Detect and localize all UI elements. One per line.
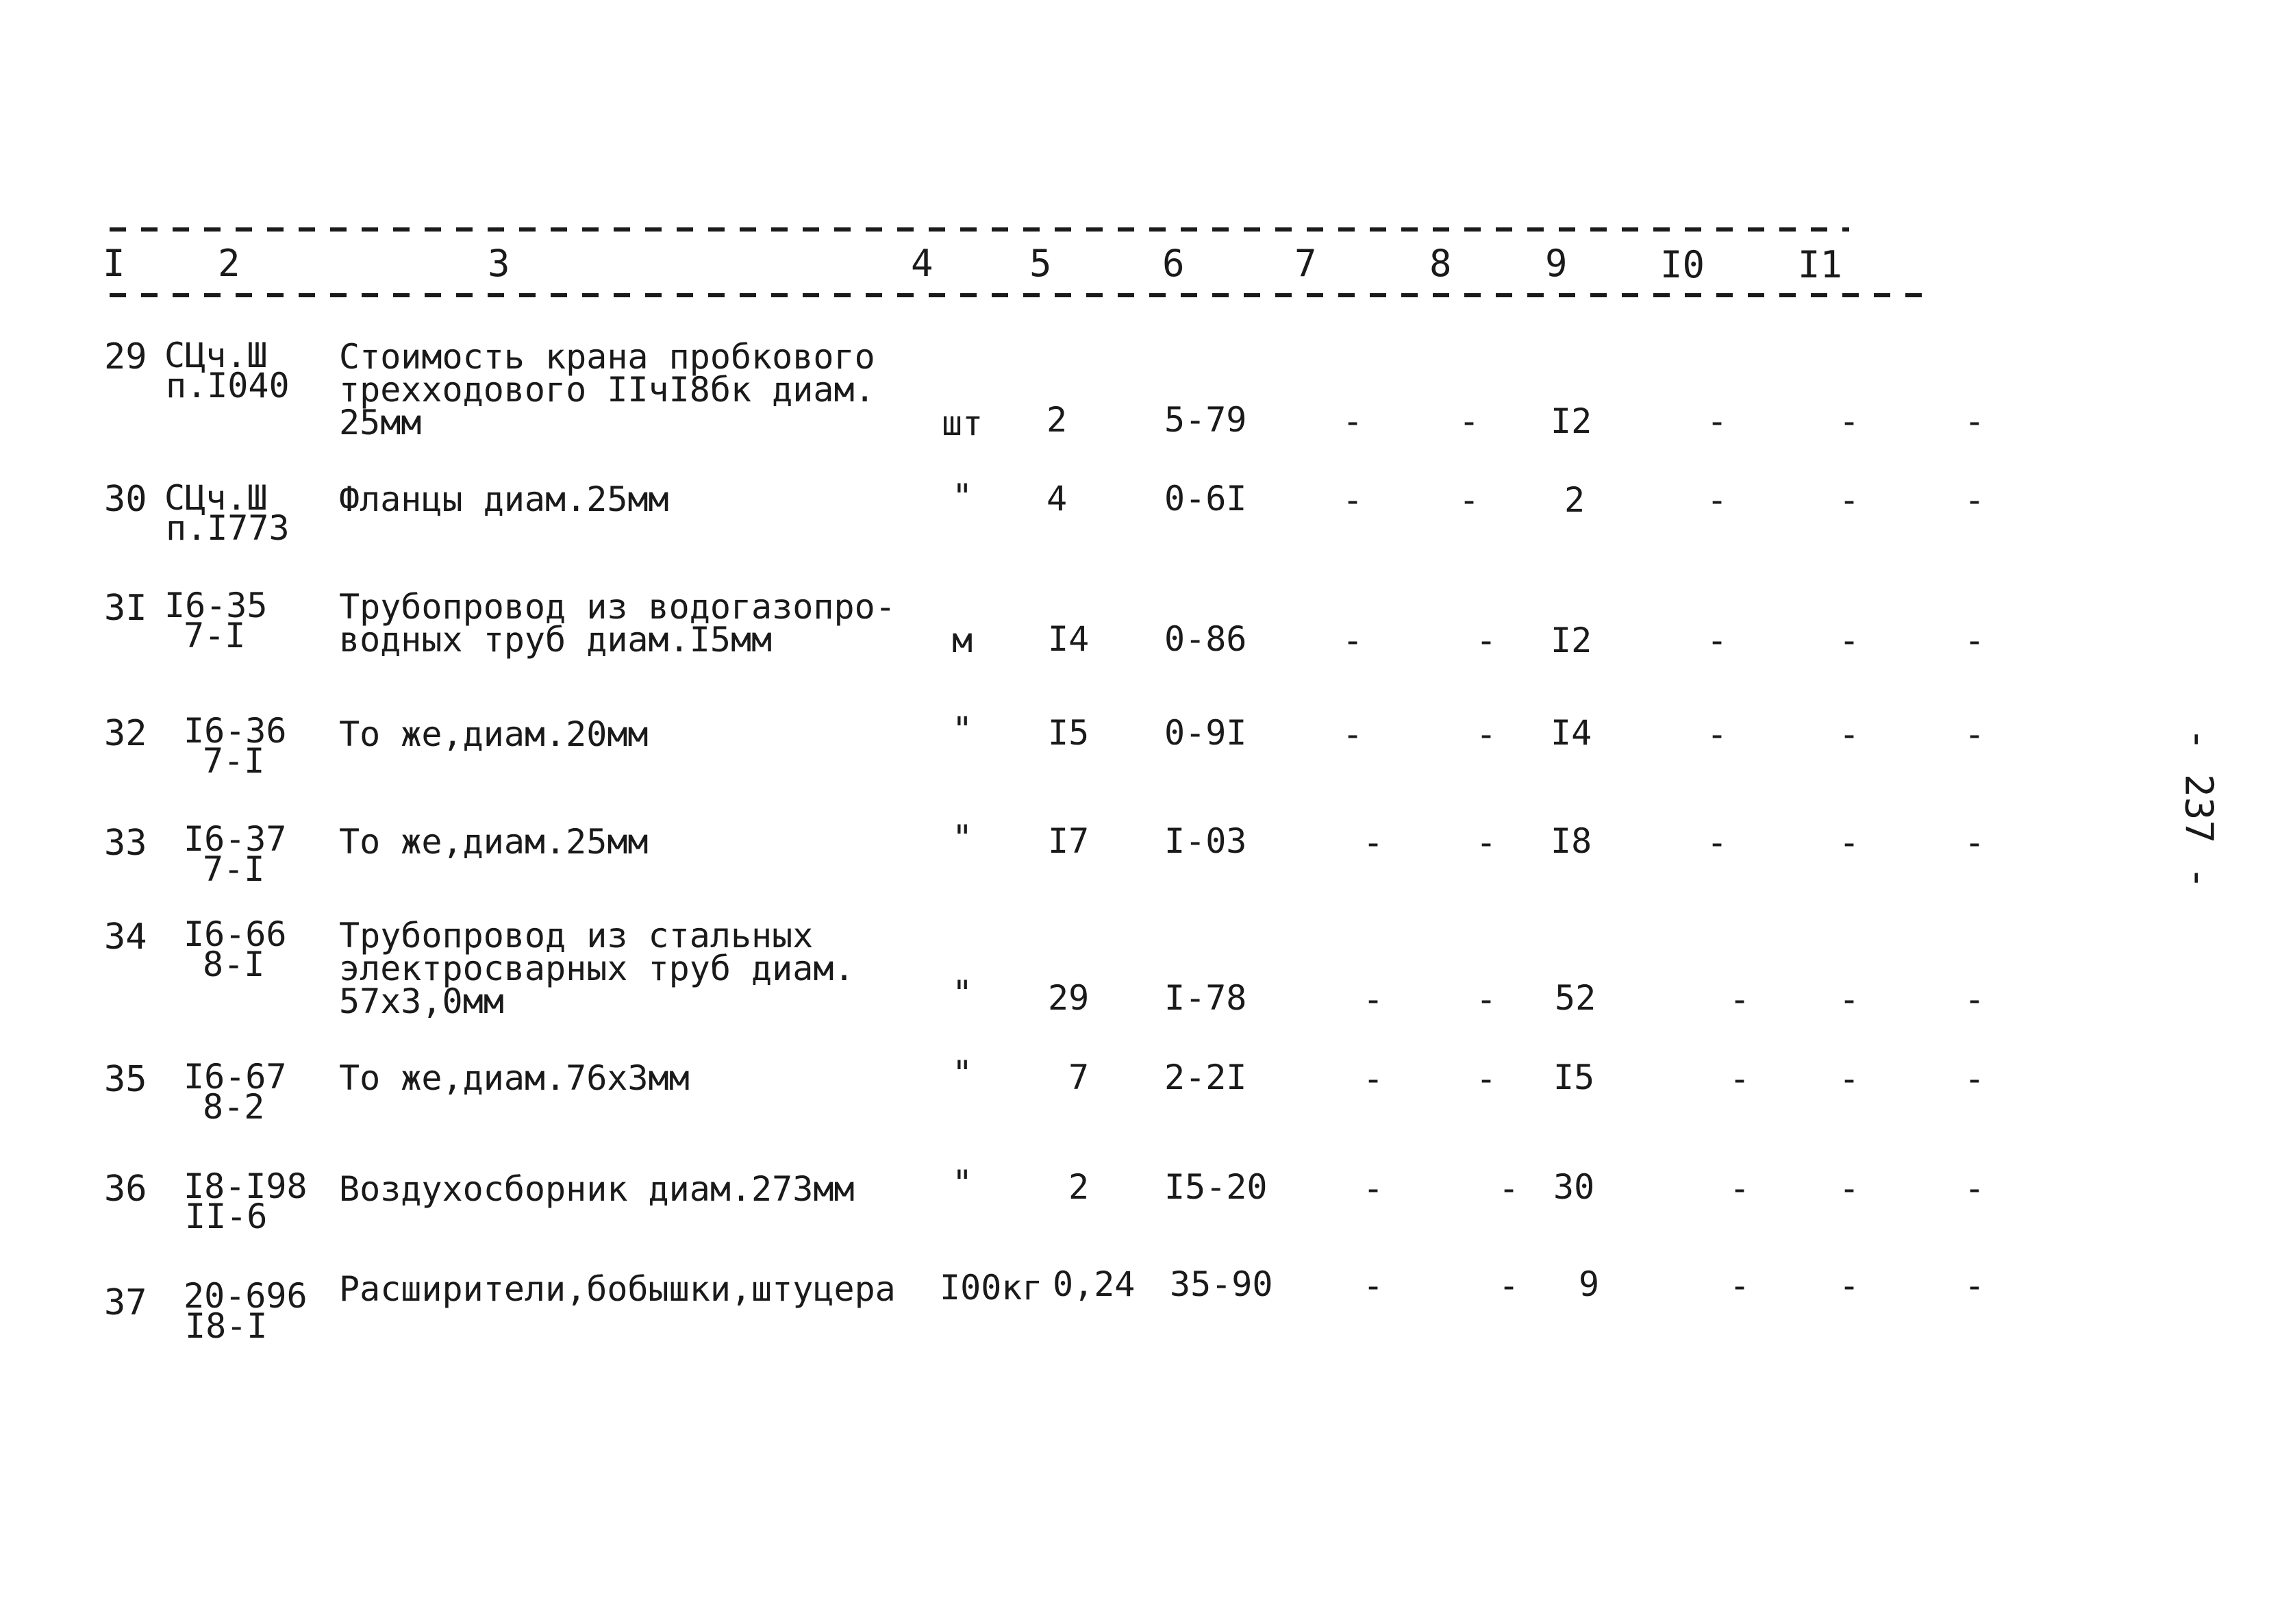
unit-price: I-78	[1164, 978, 1247, 1018]
cell-col9: I4	[1551, 713, 1592, 753]
column-header: 4	[911, 242, 933, 285]
cell-col8: -	[1499, 1169, 1520, 1208]
unit-price: 0-6I	[1164, 479, 1247, 519]
quantity: I4	[1048, 619, 1090, 659]
cell-col10: -	[1729, 979, 1751, 1019]
row-number: 35	[104, 1059, 147, 1100]
cell-col8: -	[1459, 401, 1480, 441]
header-rule-top	[110, 227, 1849, 232]
item-description: Фланцы диам.25мм	[339, 479, 669, 519]
column-header: 7	[1294, 242, 1317, 285]
row-number: 33	[104, 823, 147, 864]
cell-col12: -	[1964, 480, 1985, 520]
cell-col7: -	[1342, 401, 1364, 441]
norm-code: СЦч.Ш п.I040	[164, 336, 290, 405]
norm-code: I8-I98 II-6	[184, 1166, 308, 1236]
row-number: 32	[104, 713, 147, 754]
cell-col10: -	[1707, 621, 1728, 660]
quantity: 4	[1046, 479, 1068, 519]
cell-col10: -	[1707, 480, 1728, 520]
cell-col12: -	[1964, 823, 1985, 862]
quantity: I7	[1048, 821, 1090, 861]
column-header: I1	[1798, 243, 1843, 286]
norm-code: I6-37 7-I	[184, 819, 287, 889]
norm-code: СЦч.Ш п.I773	[164, 478, 290, 548]
item-description: То же,диам.20мм	[339, 714, 649, 754]
cell-col12: -	[1964, 979, 1985, 1019]
cell-col8: -	[1499, 1266, 1520, 1306]
cell-col7: -	[1363, 1266, 1384, 1306]
unit-price: 2-2I	[1164, 1058, 1247, 1097]
cell-col11: -	[1839, 621, 1860, 660]
unit-price: 0-86	[1164, 619, 1247, 659]
item-description: Трубопровод из стальных электросварных труб диам. 57х3,0мм	[339, 916, 855, 1021]
row-number: 37	[104, 1282, 147, 1323]
cell-col10: -	[1707, 401, 1728, 441]
cell-col10: -	[1729, 1059, 1751, 1099]
column-header: 3	[488, 242, 510, 285]
cell-col7: -	[1342, 714, 1364, 754]
unit: "	[952, 1163, 973, 1203]
cell-col9: I8	[1551, 821, 1592, 861]
cell-col11: -	[1839, 401, 1860, 441]
norm-code: I6-35 7-I	[164, 586, 268, 655]
cell-col8: -	[1459, 480, 1480, 520]
unit: "	[952, 973, 973, 1013]
cell-col11: -	[1839, 714, 1860, 754]
cell-col9: I5	[1553, 1058, 1595, 1097]
column-header: I0	[1660, 243, 1705, 286]
unit: "	[952, 818, 973, 858]
quantity: 2	[1046, 400, 1068, 440]
cell-col8: -	[1476, 823, 1497, 862]
cell-col12: -	[1964, 401, 1985, 441]
item-description: Стоимость крана пробкового трехходового IIчI8бк диам. 25мм	[339, 337, 875, 442]
header-rule-bottom	[110, 293, 1931, 297]
cell-col11: -	[1839, 979, 1860, 1019]
cell-col11: -	[1839, 480, 1860, 520]
cell-col10: -	[1707, 714, 1728, 754]
cell-col7: -	[1363, 1169, 1384, 1208]
cell-col11: -	[1839, 1059, 1860, 1099]
cell-col9: I2	[1551, 401, 1592, 441]
cell-col7: -	[1363, 1059, 1384, 1099]
cell-col7: -	[1363, 823, 1384, 862]
cell-col9: 30	[1553, 1167, 1595, 1207]
item-description: То же,диам.25мм	[339, 822, 649, 862]
cell-col8: -	[1476, 979, 1497, 1019]
unit: "	[952, 477, 973, 516]
item-description: То же,диам.76х3мм	[339, 1058, 690, 1098]
cell-col12: -	[1964, 1059, 1985, 1099]
column-header: 6	[1162, 242, 1185, 285]
cell-col11: -	[1839, 1266, 1860, 1306]
cell-col8: -	[1476, 621, 1497, 660]
unit: I00кг	[940, 1268, 1043, 1308]
unit-price: I5-20	[1164, 1167, 1268, 1207]
cell-col10: -	[1729, 1266, 1751, 1306]
norm-code: I6-36 7-I	[184, 711, 287, 781]
cell-col9: 52	[1555, 978, 1596, 1018]
cell-col10: -	[1707, 823, 1728, 862]
cell-col9: I2	[1551, 621, 1592, 660]
row-number: 30	[104, 479, 147, 520]
cell-col11: -	[1839, 823, 1860, 862]
row-number: 34	[104, 916, 147, 958]
unit-price: 0-9I	[1164, 713, 1247, 753]
norm-code: 20-696 I8-I	[184, 1276, 308, 1346]
item-description: Расширители,бобышки,штуцера	[339, 1269, 896, 1309]
cell-col7: -	[1342, 621, 1364, 660]
quantity: 0,24	[1053, 1264, 1136, 1304]
page-number: - 237 -	[2176, 727, 2221, 890]
column-header: I	[103, 242, 125, 285]
cell-col7: -	[1363, 979, 1384, 1019]
unit: шт	[942, 403, 983, 443]
cell-col9: 9	[1579, 1264, 1600, 1304]
unit-price: 35-90	[1170, 1264, 1273, 1304]
unit-price: I-03	[1164, 821, 1247, 861]
norm-code: I6-67 8-2	[184, 1057, 287, 1127]
column-header: 2	[218, 242, 240, 285]
quantity: 7	[1068, 1058, 1090, 1097]
column-header: 5	[1029, 242, 1052, 285]
row-number: 36	[104, 1169, 147, 1210]
cell-col12: -	[1964, 621, 1985, 660]
cell-col8: -	[1476, 1059, 1497, 1099]
cell-col12: -	[1964, 1169, 1985, 1208]
column-header: 9	[1545, 242, 1568, 285]
cell-col12: -	[1964, 714, 1985, 754]
cell-col7: -	[1342, 480, 1364, 520]
column-header: 8	[1429, 242, 1452, 285]
row-number: 29	[104, 336, 147, 377]
row-number: 3I	[104, 588, 147, 629]
cell-col10: -	[1729, 1169, 1751, 1208]
quantity: 29	[1048, 978, 1090, 1018]
unit-price: 5-79	[1164, 400, 1247, 440]
quantity: I5	[1048, 713, 1090, 753]
unit: "	[952, 710, 973, 749]
item-description: Трубопровод из водогазопро- водных труб диам.I5мм	[339, 587, 896, 660]
cell-col8: -	[1476, 714, 1497, 754]
cell-col11: -	[1839, 1169, 1860, 1208]
item-description: Воздухосборник диам.273мм	[339, 1169, 855, 1209]
unit: "	[952, 1053, 973, 1093]
quantity: 2	[1068, 1167, 1090, 1207]
cell-col9: 2	[1564, 480, 1585, 520]
unit: м	[952, 621, 973, 660]
cell-col12: -	[1964, 1266, 1985, 1306]
norm-code: I6-66 8-I	[184, 914, 287, 984]
